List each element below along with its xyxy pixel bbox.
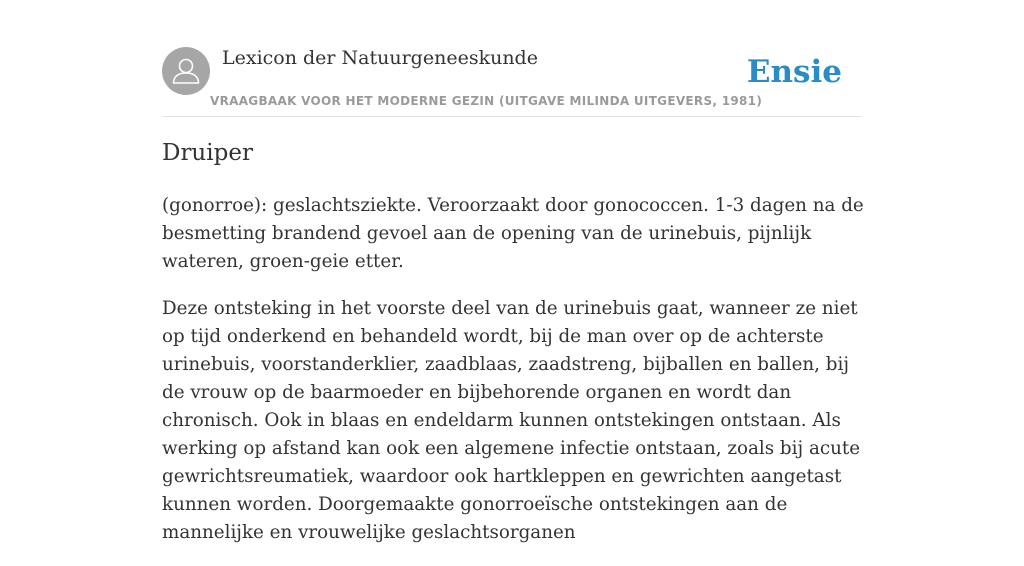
source-header	[162, 47, 862, 117]
entry-paragraph: (gonorroe): geslachtsziekte. Veroorzaakt door gonococcen. 1-3 dagen na de besmetting brandend gevoel aan de opening van de urinebuis, pijnlijk wateren, groen-geie etter.	[162, 195, 864, 272]
entry-paragraph: Deze ontsteking in het voorste deel van de urinebuis gaat, wanneer ze niet op tijd onderkend en behandeld wordt, bij de man over op de achterste urinebuis, voorstanderklier, zaadblaas, zaadstreng, bijballen en ballen, bij de vrouw op de baarmoeder en bijbehorende organen en wordt dan chronisch. Ook in blaas en endeldarm kunnen ontstekingen ontstaan. Als werking op afstand kan ook een algemene infectie ontstaan, zoals bij acute gewrichtsreumatiek, waardoor ook hartkleppen en gewrichten aangetast kunnen worden. Doorgemaakte gonorroeïsche ontstekingen aan de mannelijke en vrouwelijke geslachtsorganen	[162, 298, 861, 543]
user-icon	[162, 47, 210, 95]
ensie-logo[interactable]: Ensie	[746, 54, 842, 90]
entry-body	[162, 192, 872, 566]
entry-title: Druiper	[162, 140, 253, 166]
source-subtitle: VRAAGBAAK VOOR HET MODERNE GEZIN (UITGAVE MILINDA UITGEVERS, 1981)	[210, 94, 763, 108]
source-title[interactable]: Lexicon der Natuurgeneeskunde	[222, 47, 538, 69]
avatar[interactable]	[162, 47, 210, 95]
